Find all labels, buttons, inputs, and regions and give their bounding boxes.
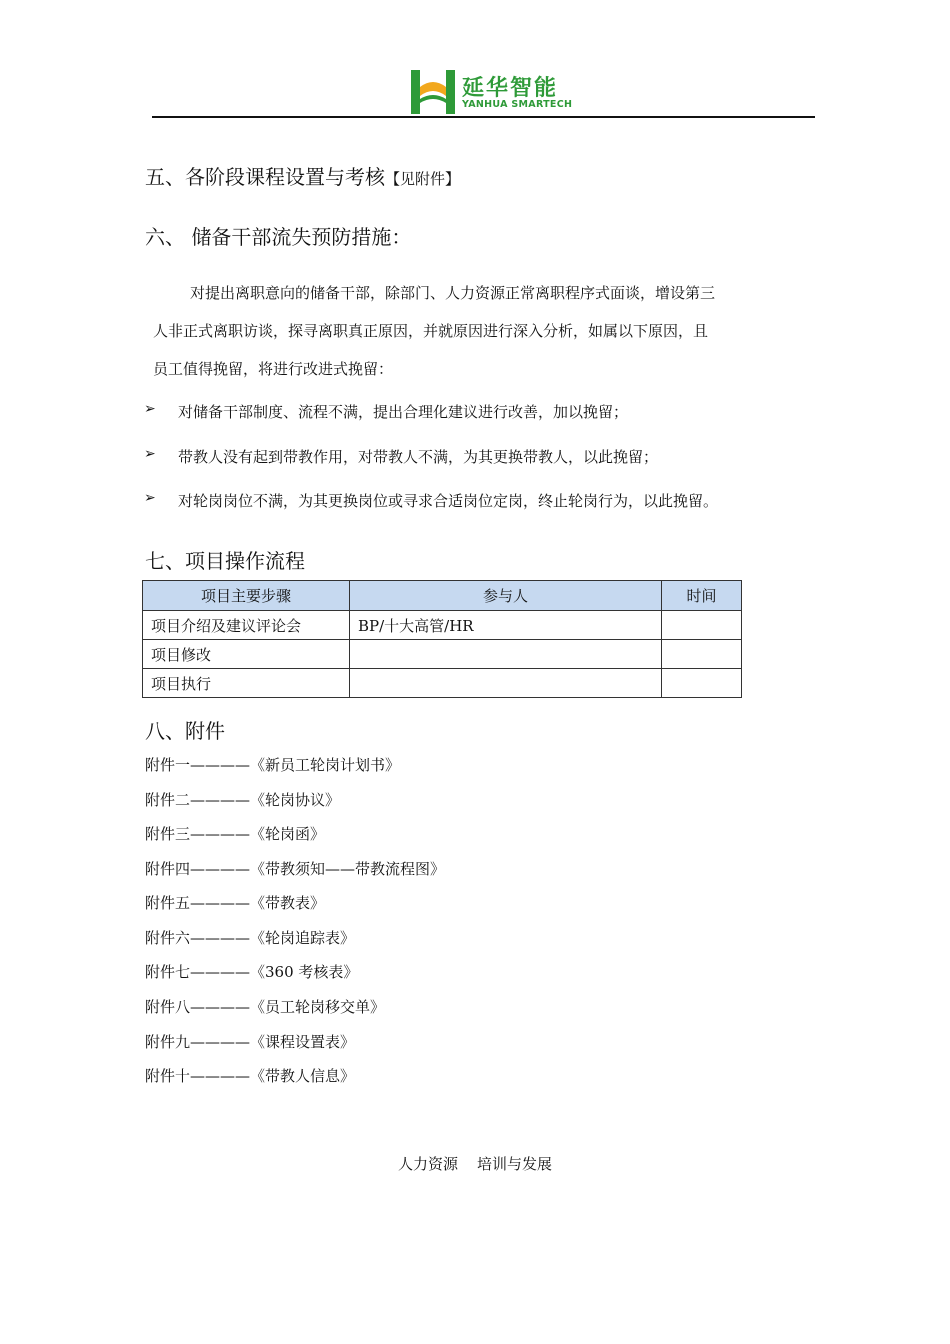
attachment-item: 附件二————《轮岗协议》	[145, 791, 341, 809]
table-cell	[662, 669, 742, 698]
table-cell	[350, 669, 662, 698]
section-5-heading	[145, 161, 460, 190]
paragraph-line-3: 员工值得挽留，将进行改进式挽留：	[153, 360, 394, 378]
attachment-item: 附件八————《员工轮岗移交单》	[145, 998, 386, 1016]
attachment-item: 附件四————《带教须知——带教流程图》	[145, 860, 446, 878]
paragraph-line-2: 人非正式离职访谈，探寻离职真正原因，并就原因进行深入分析，如属以下原因，且	[153, 322, 709, 340]
section-5-title: 五、各阶段课程设置与考核	[145, 165, 385, 189]
process-table	[142, 580, 742, 698]
logo-english-name: YANHUA SMARTECH	[462, 99, 573, 110]
table-row	[143, 611, 742, 640]
attachment-item: 附件五————《带教表》	[145, 894, 326, 912]
paragraph-line-1: 对提出离职意向的储备干部，除部门、人力资源正常离职程序式面谈，增设第三	[190, 284, 716, 302]
table-cell	[662, 640, 742, 669]
attachment-item: 附件十————《带教人信息》	[145, 1067, 356, 1085]
table-cell: 项目介绍及建议评论会	[143, 611, 350, 640]
table-header-row	[143, 581, 742, 611]
table-row	[143, 640, 742, 669]
attachment-item: 附件七————《360 考核表》	[145, 963, 359, 981]
bullet-text: 对储备干部制度、流程不满，提出合理化建议进行改善，加以挽留；	[178, 403, 629, 421]
table-cell	[662, 611, 742, 640]
section-5-note: 【见附件】	[385, 170, 461, 188]
attachment-item: 附件六————《轮岗追踪表》	[145, 929, 356, 947]
column-header-time: 时间	[662, 581, 742, 611]
arrow-bullet-icon: ➢	[144, 401, 156, 417]
logo-chinese-name: 延华智能	[462, 76, 559, 101]
table-cell: 项目执行	[143, 669, 350, 698]
list-item	[144, 446, 824, 468]
table-cell: BP/十大高管/HR	[350, 611, 662, 640]
bullet-text: 对轮岗岗位不满，为其更换岗位或寻求合适岗位定岗，终止轮岗行为，以此挽留。	[178, 492, 719, 510]
table-cell: 项目修改	[143, 640, 350, 669]
attachment-item: 附件一————《新员工轮岗计划书》	[145, 756, 401, 774]
page-footer: 人力资源 培训与发展	[397, 1155, 553, 1173]
column-header-participants: 参与人	[350, 581, 662, 611]
section-6-title: 六、 储备干部流失预防措施：	[145, 225, 412, 249]
table-row	[143, 669, 742, 698]
list-item	[144, 401, 824, 423]
section-8-title: 八、附件	[145, 719, 225, 743]
header-divider	[152, 116, 815, 118]
table-cell	[350, 640, 662, 669]
bullet-text: 带教人没有起到带教作用，对带教人不满，为其更换带教人，以此挽留；	[178, 448, 659, 466]
section-7-title: 七、项目操作流程	[145, 549, 305, 573]
arrow-bullet-icon: ➢	[144, 446, 156, 462]
yanhua-logo-icon	[410, 69, 456, 115]
list-item	[144, 490, 824, 512]
attachment-item: 附件九————《课程设置表》	[145, 1033, 356, 1051]
company-logo	[410, 69, 580, 115]
attachment-item: 附件三————《轮岗函》	[145, 825, 326, 843]
column-header-steps: 项目主要步骤	[143, 581, 350, 611]
arrow-bullet-icon: ➢	[144, 490, 156, 506]
